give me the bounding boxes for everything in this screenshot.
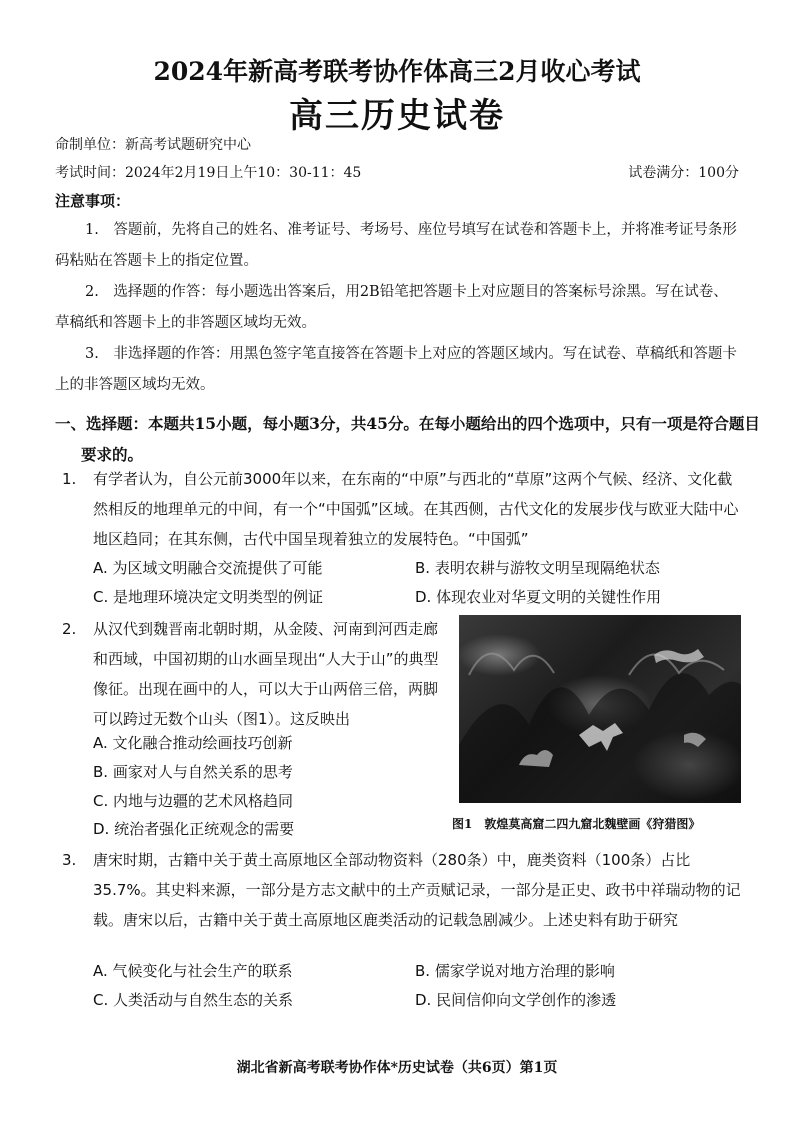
question-1-option-a: A. 为区域文明融合交流提供了可能 [93, 559, 323, 577]
question-1-option-d: D. 体现农业对华夏文明的关键性作用 [415, 588, 662, 606]
question-2-option-d: D. 统治者强化正统观念的需要 [93, 820, 295, 838]
notice-heading: 注意事项： [55, 192, 131, 210]
exam-time: 考试时间：2024年2月19日上午10：30-11：45 [55, 165, 362, 181]
figure-1-caption: 图1 敦煌莫高窟二四九窟北魏壁画《狩猎图》 [452, 817, 701, 831]
question-1-option-b: B. 表明农耕与游牧文明呈现隔绝状态 [415, 559, 660, 577]
notice-item-1: 1. 答题前，先将自己的姓名、准考证号、考场号、座位号填写在试卷和答题卡上，并将准考证号条形码粘贴在答题卡上的指定位置。 [55, 222, 737, 269]
section-heading: 一、选择题：本题共15小题，每小题3分，共45分。在每小题给出的四个选项中，只有一项是符合题目要求的。 [55, 414, 760, 464]
question-3-option-c: C. 人类活动与自然生态的关系 [93, 991, 294, 1009]
question-2-option-a: A. 文化融合推动绘画技巧创新 [93, 734, 293, 752]
question-number-2: 2. [62, 620, 77, 638]
question-2-stem: 从汉代到魏晋南北朝时期，从金陵、河南到河西走廊和西域，中国初期的山水画呈现出“人大于山”的典型像征。出现在画中的人，可以大于山两倍三倍，两脚可以跨过无数个山头（图1）。这反映出 [93, 620, 439, 728]
question-3-option-a: A. 气候变化与社会生产的联系 [93, 962, 293, 980]
mural-hunting-figure [459, 615, 741, 803]
full-score: 试卷满分：100分 [628, 165, 739, 181]
notice-item-2: 2. 选择题的作答：每小题选出答案后，用2B铅笔把答题卡上对应题目的答案标号涂黑。写在试卷、草稿纸和答题卡上的非答题区域均无效。 [55, 284, 728, 331]
exam-title: 2024年新高考联考协作体高三2月收心考试 [153, 57, 641, 86]
question-3-stem: 唐宋时期，古籍中关于黄土高原地区全部动物资料（280条）中，鹿类资料（100条）占比35.7%。其史料来源，一部分是方志文献中的土产贡赋记录，一部分是正史、政书中祥瑞动物的记载。唐宋以后，古籍中关于黄土高原地区鹿类活动的记载急剧减少。上述史料有助于研究 [93, 851, 741, 929]
question-3-option-b: B. 儒家学说对地方治理的影响 [415, 962, 615, 980]
question-2-option-b: B. 画家对人与自然关系的思考 [93, 763, 293, 781]
page-footer: 湖北省新高考联考协作体*历史试卷（共6页）第1页 [236, 1060, 558, 1076]
question-number-1: 1. [62, 470, 77, 488]
issuing-unit: 命制单位：新高考试题研究中心 [55, 137, 251, 153]
question-2-option-c: C. 内地与边疆的艺术风格趋同 [93, 792, 294, 810]
question-number-3: 3. [62, 851, 77, 869]
notice-item-3: 3. 非选择题的作答：用黑色签字笔直接答在答题卡上对应的答题区域内。写在试卷、草稿纸和答题卡上的非答题区域均无效。 [55, 346, 737, 393]
exam-subtitle: 高三历史试卷 [289, 96, 505, 136]
question-3-option-d: D. 民间信仰向文学创作的渗透 [415, 991, 617, 1009]
question-1-stem: 有学者认为，自公元前3000年以来，在东南的“中原”与西北的“草原”这两个气候、经济、文化截然相反的地理单元的中间，有一个“中国弧”区域。在其西侧，古代文化的发展步伐与欧亚大陆中心地区趋同；在其东侧，古代中国呈现着独立的发展特色。“中国弧” [93, 470, 739, 548]
question-1-option-c: C. 是地理环境决定文明类型的例证 [93, 588, 324, 606]
